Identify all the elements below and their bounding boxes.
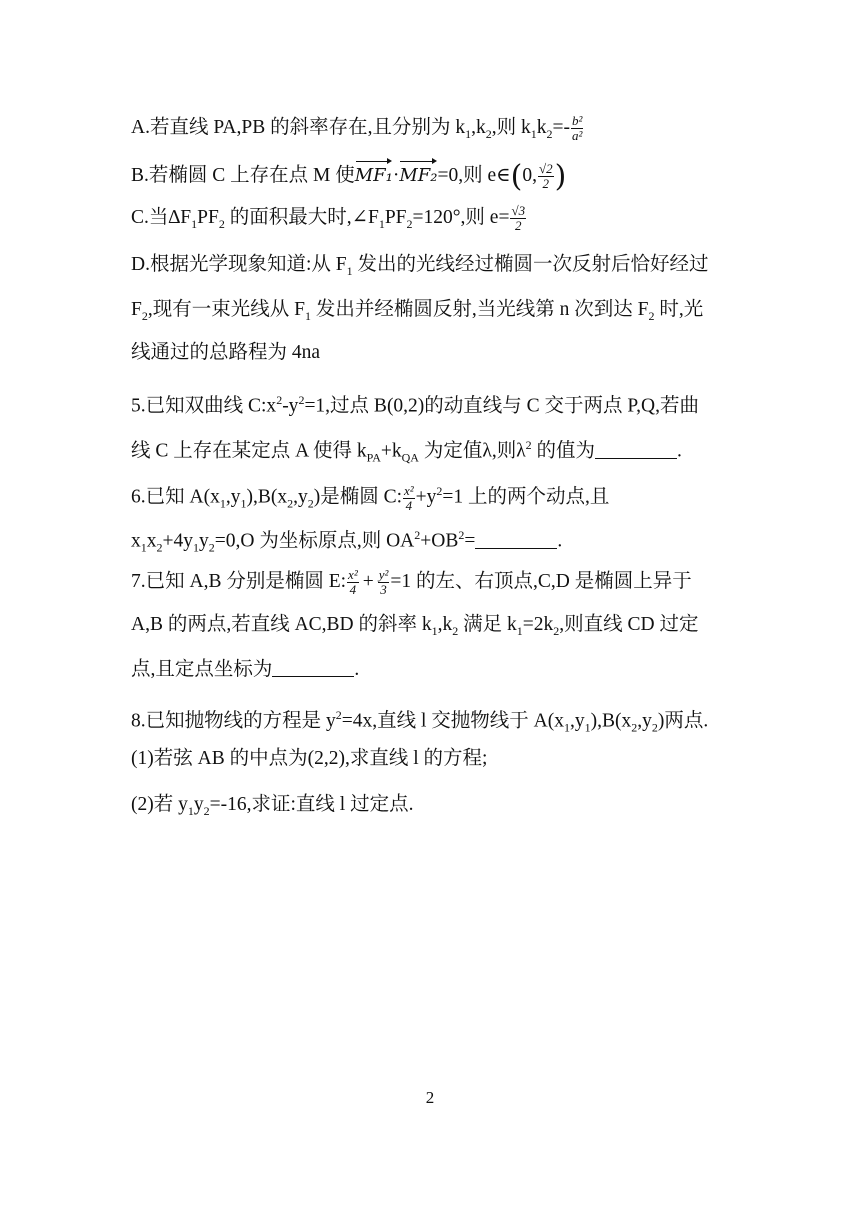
subscript: 2 [141,308,148,323]
text: PF [384,207,407,228]
subscript: 1 [346,263,353,278]
text: PF [197,207,219,228]
question-8-part-2 [131,791,760,825]
subscript: 1 [465,126,472,141]
numerator: b² [571,113,583,129]
text: · [392,165,400,186]
text: ,现有一束光线从 F [147,299,305,320]
text: =2k [522,614,554,635]
text: =-16,求证:直线 l 过定点. [209,794,414,815]
option-d-line-1 [131,251,760,285]
question-5-line-1 [131,386,760,421]
subscript: 2 [648,308,655,323]
subscript: 1 [378,216,385,231]
text: +4y [162,530,193,552]
subscript: 2 [485,126,492,141]
text: =4x,直线 l 交抛物线于 A(x [341,710,565,732]
superscript: 2 [335,708,342,722]
text: 5.已知双曲线 C:x [131,395,277,417]
answer-blank[interactable] [272,660,354,677]
subscript: 2 [546,126,553,141]
text: 的面积最大时,∠F [224,207,379,228]
text: )是椭圆 C: [313,486,402,508]
subscript: 1 [191,216,198,231]
superscript: 2 [458,528,465,542]
text: (1)若弦 AB 的中点为(2,2),求直线 l 的方程; [131,748,488,769]
text: ,y [293,486,308,508]
text: =- [552,117,570,138]
text: 线通过的总路程为 4na [131,342,321,363]
text: y [199,530,209,552]
question-5-line-2 [131,431,760,471]
question-6-line-1 [131,477,760,517]
subscript: PA [366,450,381,465]
subscript: 2 [651,720,658,735]
text: )两点. [657,710,709,732]
text: F [131,299,142,320]
subscript: 1 [564,720,571,735]
denominator: 4 [405,497,413,513]
denominator: a² [571,128,583,144]
text: ),B(x [590,710,632,732]
text: 7.已知 A,B 分别是椭圆 E: [131,571,347,592]
text: ,则直线 CD 过定 [559,614,699,635]
text: 线 C 上存在某定点 A 使得 k [131,440,367,462]
subscript: 2 [218,216,225,231]
question-8-line-1 [131,701,760,741]
right-paren: ) [554,159,567,194]
text: A,B 的两点,若直线 AC,BD 的斜率 k [131,614,432,635]
subscript: QA [401,450,419,465]
option-c-text: C.当∆F [131,207,192,228]
text: 满足 k [458,614,517,635]
superscript: 2 [525,438,532,452]
text: 点,且定点坐标为 [131,659,273,680]
text: k [536,117,547,138]
question-7-line-1 [131,568,760,597]
text: +y [415,486,437,508]
text: . [677,440,682,462]
text: + [362,571,374,592]
denominator: 2 [542,176,550,192]
subscript: 1 [140,540,147,555]
page-number: 2 [425,1088,435,1107]
answer-blank[interactable] [595,442,677,459]
superscript: 2 [276,393,283,407]
text: . [557,530,563,552]
option-d-line-3 [131,339,760,367]
option-a [131,114,760,148]
option-c [131,204,760,238]
subscript: 2 [156,540,163,555]
subscript: 1 [219,496,226,511]
vector-mf2: MF₂ [399,160,437,190]
text: ,则 k [491,117,531,138]
text: ,y [570,710,585,732]
text: 发出并经椭圆反射,当光线第 n 次到达 F [310,299,649,320]
text: =1 的左、右顶点,C,D 是椭圆上异于 [390,571,692,592]
text: . [354,659,360,680]
fraction-x2-4 [403,484,415,513]
numerator: √2 [538,161,553,177]
question-6-line-2 [131,521,760,561]
subscript: 2 [553,623,560,638]
numerator: x² [348,567,358,583]
text: ,y [225,486,241,508]
subscript: 2 [208,540,215,555]
option-a-text: A.若直线 PA,PB 的斜率存在,且分别为 k [131,117,466,138]
subscript: 1 [304,308,311,323]
text: = [464,530,476,552]
question-8-part-1 [131,745,760,773]
text: ,k [437,614,453,635]
text: =0,O 为坐标原点,则 OA [214,530,415,552]
text: x [131,530,141,552]
vector-mf1: MF₁ [355,160,393,190]
subscript: 1 [516,623,523,638]
text: ,k [471,117,486,138]
option-d-line-2 [131,296,760,330]
text: -y [282,395,299,417]
text: 6.已知 A(x [131,486,220,508]
answer-blank[interactable] [475,532,557,549]
text: 时,光 [654,299,704,320]
subscript: 1 [530,126,537,141]
text: +OB [420,530,459,552]
subscript: 1 [431,623,438,638]
denominator: 2 [515,218,522,234]
subscript: 1 [584,720,591,735]
fraction-y2-3 [378,568,390,597]
subscript: 1 [193,540,199,555]
subscript: 2 [203,803,210,818]
text: =0,则 e∈ [437,165,511,186]
subscript: 2 [406,216,413,231]
fraction-sqrt2-2 [538,162,554,191]
numerator: y² [378,567,389,583]
numerator: x² [404,482,414,498]
left-paren: ( [510,159,523,194]
text: 发出的光线经过椭圆一次反射后恰好经过 [352,254,709,275]
fraction-x2-4 [347,568,359,597]
text: 的值为 [531,440,596,462]
option-b-text: B.若椭圆 C 上存在点 M 使 [131,165,355,186]
numerator: √3 [511,203,526,219]
option-b [131,159,760,194]
subscript: 2 [307,496,314,511]
text: =1,过点 B(0,2)的动直线与 C 交于两点 P,Q,若曲 [304,395,699,417]
text: (2)若 y [131,794,188,815]
text: y [193,794,204,815]
text: ),B(x [246,486,288,508]
subscript: 2 [452,623,459,638]
text: =1 上的两个动点,且 [442,486,610,508]
denominator: 4 [349,582,357,598]
superscript: 2 [436,484,443,498]
question-7-line-3 [131,656,760,684]
text: D.根据光学现象知道:从 F [131,254,347,275]
text: =120°,则 e= [412,207,510,228]
superscript: 2 [414,528,421,542]
text: 为定值λ,则λ [418,440,526,462]
subscript: 2 [287,496,294,511]
subscript: 2 [631,720,638,735]
text: +k [380,440,402,462]
subscript: 1 [240,496,247,511]
subscript: 1 [187,803,194,818]
denominator: 3 [380,582,387,598]
text: 0, [522,165,537,186]
text: ,y [637,710,652,732]
fraction-sqrt3-2 [510,204,526,233]
text: 8.已知抛物线的方程是 y [131,710,336,732]
text: x [146,530,157,552]
superscript: 2 [298,393,305,407]
question-7-line-2 [131,611,760,645]
fraction-b2-a2 [571,114,583,143]
